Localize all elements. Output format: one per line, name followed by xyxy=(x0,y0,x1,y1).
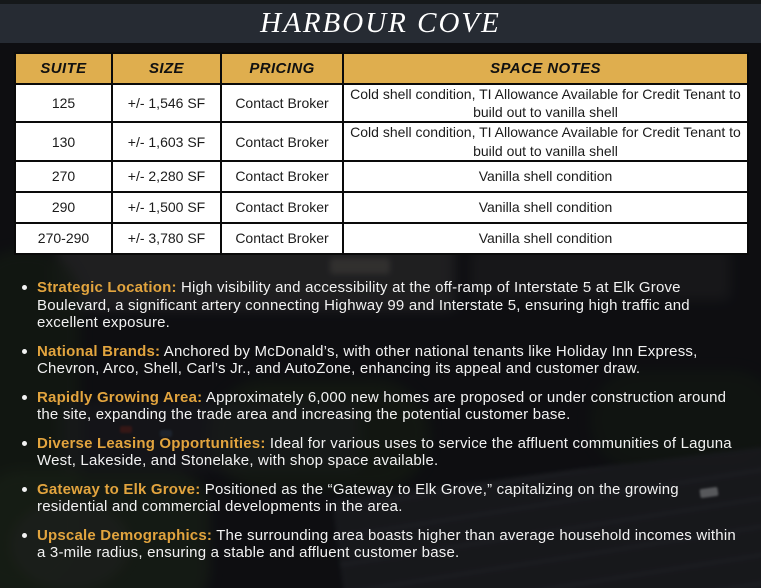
bullet-text: Anchored by McDonald’s, with other national tenants like Holiday Inn Express, Chevron, Arco, Shell, Carl’s Jr., and AutoZone, enhancing its appeal and customer draw. xyxy=(37,342,698,377)
pricing-cell: Contact Broker xyxy=(221,84,343,122)
space-notes-cell: Vanilla shell condition xyxy=(343,161,748,192)
bullet-label: National Brands: xyxy=(37,342,161,360)
bullet-text: Positioned as the “Gateway to Elk Grove,” capitalizing on the growing residential and commercial developments in the area. xyxy=(37,480,679,515)
column-header-suite: SUITE xyxy=(15,53,112,84)
bullet-label: Gateway to Elk Grove: xyxy=(37,480,201,498)
size-cell: +/- 1,603 SF xyxy=(112,122,221,160)
column-header-pricing: PRICING xyxy=(221,53,343,84)
pricing-cell: Contact Broker xyxy=(221,192,343,223)
column-header-size: SIZE xyxy=(112,53,221,84)
suite-cell: 270-290 xyxy=(15,223,112,254)
table-row xyxy=(15,84,748,122)
bullet-dot xyxy=(22,285,27,290)
highlights-list xyxy=(20,279,746,562)
suite-cell: 270 xyxy=(15,161,112,192)
space-notes-cell: Vanilla shell condition xyxy=(343,223,748,254)
column-header-space-notes: SPACE NOTES xyxy=(343,53,748,84)
title-band xyxy=(0,0,761,43)
pricing-cell: Contact Broker xyxy=(221,223,343,254)
list-item xyxy=(20,279,746,332)
bullet-dot xyxy=(22,395,27,400)
list-item xyxy=(20,343,746,378)
pricing-cell: Contact Broker xyxy=(221,122,343,160)
bullet-paragraph xyxy=(37,435,746,470)
bullet-label: Strategic Location: xyxy=(37,279,177,296)
table-row xyxy=(15,122,748,160)
space-notes-cell: Vanilla shell condition xyxy=(343,192,748,223)
table-row xyxy=(15,192,748,223)
table-row xyxy=(15,161,748,192)
bullet-text: Approximately 6,000 new homes are proposed or under construction around the site, expanding the trade area and increasing the potential customer base. xyxy=(37,388,727,423)
bullet-paragraph xyxy=(37,389,746,424)
bullet-label: Upscale Demographics: xyxy=(37,526,213,544)
bullet-paragraph xyxy=(37,481,746,516)
bullet-paragraph xyxy=(37,527,746,562)
bullet-label: Diverse Leasing Opportunities: xyxy=(37,434,266,452)
bullet-dot xyxy=(22,487,27,492)
list-item xyxy=(20,527,746,562)
suite-cell: 125 xyxy=(15,84,112,122)
bullet-text: The surrounding area boasts higher than average household incomes within a 3-mile radius, ensuring a stable and affluent customer base. xyxy=(37,526,736,561)
size-cell: +/- 3,780 SF xyxy=(112,223,221,254)
list-item xyxy=(20,389,746,424)
space-notes-cell: Cold shell condition, TI Allowance Available for Credit Tenant to build out to vanilla shell xyxy=(343,122,748,160)
page-title: HARBOUR COVE xyxy=(260,7,501,39)
table-row xyxy=(15,223,748,254)
size-cell: +/- 1,546 SF xyxy=(112,84,221,122)
list-item xyxy=(20,435,746,470)
size-cell: +/- 1,500 SF xyxy=(112,192,221,223)
bullet-paragraph xyxy=(37,343,746,378)
bullet-paragraph xyxy=(37,279,746,332)
table-header-row xyxy=(15,53,748,84)
pricing-cell: Contact Broker xyxy=(221,161,343,192)
bullet-label: Rapidly Growing Area: xyxy=(37,388,203,406)
bullet-dot xyxy=(22,441,27,446)
size-cell: +/- 2,280 SF xyxy=(112,161,221,192)
list-item xyxy=(20,481,746,516)
bullet-dot xyxy=(22,533,27,538)
bullet-text: Ideal for various uses to service the affluent communities of Laguna West, Lakeside, and Stonelake, with shop space available. xyxy=(37,434,732,469)
availability-table xyxy=(14,52,749,255)
bullet-text: High visibility and accessibility at the off-ramp of Interstate 5 at Elk Grove Boulevard, a significant artery connecting Highway 99 and Interstate 5, ensuring high traffic and excellent exposure. xyxy=(37,279,690,331)
suite-cell: 130 xyxy=(15,122,112,160)
suite-cell: 290 xyxy=(15,192,112,223)
bullet-dot xyxy=(22,349,27,354)
space-notes-cell: Cold shell condition, TI Allowance Available for Credit Tenant to build out to vanilla shell xyxy=(343,84,748,122)
